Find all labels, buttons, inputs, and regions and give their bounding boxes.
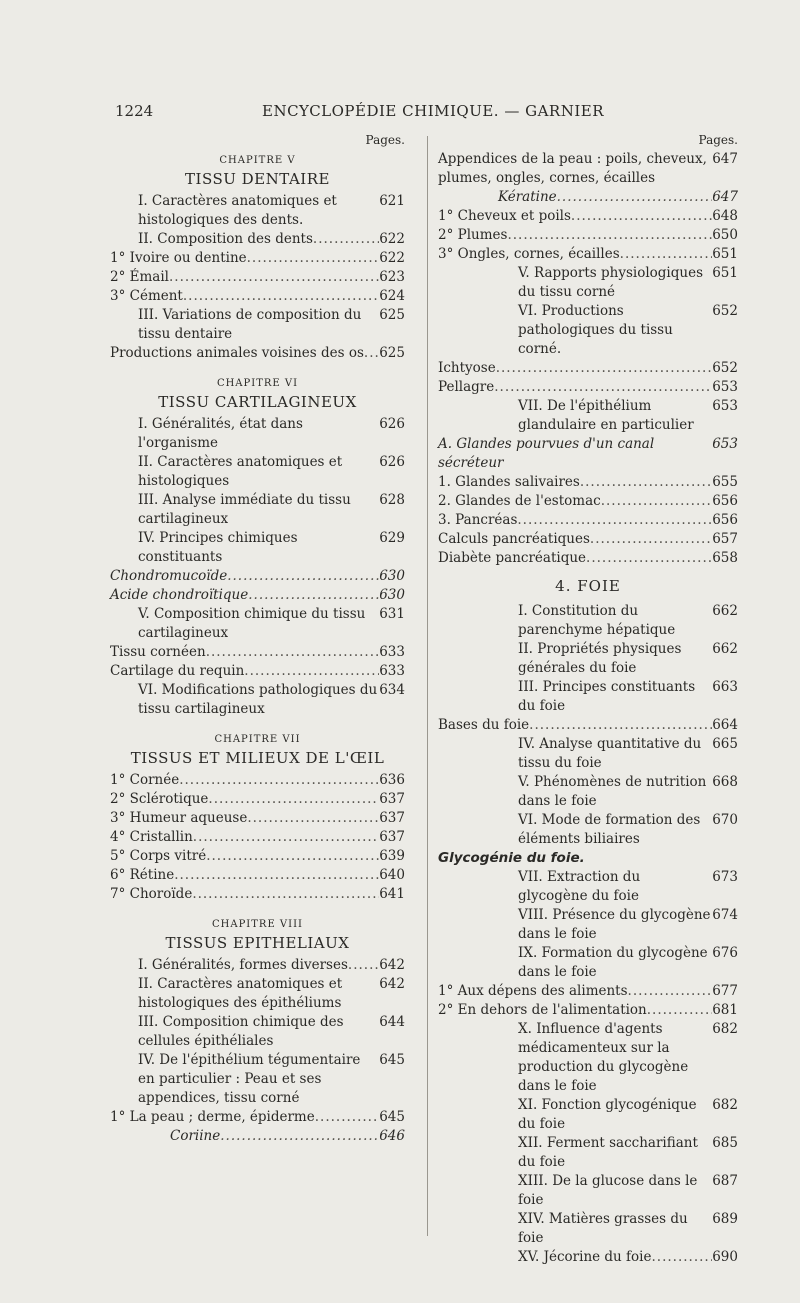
toc-entry-text: 1° Cornée xyxy=(110,772,180,788)
toc-entry xyxy=(110,567,405,586)
toc-entry xyxy=(110,230,405,249)
toc-entry-text: IV. Analyse quantitative du tissu du foie xyxy=(518,736,702,771)
toc-page-number: 630 xyxy=(379,568,405,584)
toc-entry-text: Bases du foie xyxy=(438,717,530,733)
toc-entry-text: 2° Émail xyxy=(110,269,169,285)
chapter-label: CHAPITRE V xyxy=(219,155,296,166)
toc-entry xyxy=(110,681,405,719)
toc-entry xyxy=(438,716,738,735)
toc-entry xyxy=(110,643,405,662)
toc-entry-text: II. Propriétés physiques générales du foie xyxy=(518,641,682,676)
chapter-label: CHAPITRE VIII xyxy=(211,919,304,930)
toc-page-number: 629 xyxy=(379,530,405,546)
toc-entry-text: A. Glandes pourvues d'un canal sécréteur xyxy=(438,436,655,471)
toc-entry-text: X. Influence d'agents médicamenteux sur la production du glycogène dans le foie xyxy=(518,1021,689,1094)
toc-page-number: 668 xyxy=(712,774,738,790)
toc-page-number: 642 xyxy=(379,976,405,992)
toc-entry xyxy=(110,287,405,306)
toc-page-number: 637 xyxy=(379,791,405,807)
toc-page-number: 636 xyxy=(379,772,405,788)
leader-dots xyxy=(580,473,712,492)
toc-entry xyxy=(110,828,405,847)
toc-entry-text: IX. Formation du glycogène dans le foie xyxy=(518,945,708,980)
toc-entry-text: VI. Mode de formation des éléments biliaires xyxy=(518,812,701,847)
toc-page-number: 628 xyxy=(379,492,405,508)
toc-entry-text: 3° Cément xyxy=(110,288,183,304)
toc-page-number: 689 xyxy=(712,1211,738,1227)
toc-entry-text: III. Composition chimique des cellules épithéliales xyxy=(138,1014,344,1049)
toc-entry-text: XIV. Matières grasses du foie xyxy=(518,1211,688,1246)
toc-page-number: 682 xyxy=(712,1021,738,1037)
leader-dots xyxy=(601,492,712,511)
toc-entry xyxy=(110,453,405,491)
toc-page-number: 622 xyxy=(379,250,405,266)
leader-dots xyxy=(220,1127,379,1146)
toc-page-number: 626 xyxy=(379,454,405,470)
toc-entry-text: IV. Principes chimiques constituants xyxy=(138,530,298,565)
toc-entry xyxy=(110,268,405,287)
pages-label: Pages. xyxy=(365,133,405,147)
toc-entry-text: 1° Ivoire ou dentine xyxy=(110,250,247,266)
toc-entry xyxy=(438,378,738,397)
toc-entry xyxy=(110,306,405,344)
toc-page-number: 625 xyxy=(379,307,405,323)
leader-dots xyxy=(348,956,379,975)
leader-dots xyxy=(529,716,712,735)
toc-page-number: 633 xyxy=(379,663,405,679)
toc-page-number: 682 xyxy=(712,1097,738,1113)
toc-page-number: 674 xyxy=(712,907,738,923)
toc-entry-text: II. Composition des dents xyxy=(138,231,313,247)
toc-entry xyxy=(438,640,738,678)
toc-entry-text: 3° Humeur aqueuse xyxy=(110,810,248,826)
toc-entry xyxy=(110,586,405,605)
toc-entry-text: Diabète pancréatique xyxy=(438,550,587,566)
toc-entry xyxy=(438,207,738,226)
toc-entry-text: II. Caractères anatomiques et histologiques xyxy=(138,454,343,489)
toc-entry xyxy=(438,811,738,849)
toc-entry xyxy=(438,1001,738,1020)
toc-entry xyxy=(110,1127,405,1146)
toc-entry xyxy=(438,435,738,473)
toc-page-number: 637 xyxy=(379,810,405,826)
leader-dots xyxy=(183,287,379,306)
toc-entry xyxy=(110,975,405,1013)
toc-entry xyxy=(438,302,738,359)
chapter-label: CHAPITRE VII xyxy=(214,734,301,745)
right-column xyxy=(438,132,738,1267)
toc-page-number: 630 xyxy=(379,587,405,603)
toc-page-number: 670 xyxy=(712,812,738,828)
toc-entry xyxy=(438,264,738,302)
chapter-title: TISSU DENTAIRE xyxy=(185,170,330,188)
leader-dots xyxy=(193,828,379,847)
leader-dots xyxy=(557,188,712,207)
toc-page-number: 651 xyxy=(712,265,738,281)
toc-page-number: 623 xyxy=(379,269,405,285)
toc-entry xyxy=(438,397,738,435)
toc-entry xyxy=(110,809,405,828)
leader-dots xyxy=(179,771,379,790)
toc-entry xyxy=(438,188,738,207)
pages-label: Pages. xyxy=(698,133,738,147)
leader-dots xyxy=(247,809,379,828)
toc-entry-text: 1° La peau ; derme, épiderme xyxy=(110,1109,315,1125)
toc-entry-text: Calculs pancréatiques xyxy=(438,531,590,547)
toc-entry-text: 3. Pancréas xyxy=(438,512,518,528)
toc-entry-text: Appendices de la peau : poils, cheveux, plumes, ongles, cornes, écailles xyxy=(438,151,707,186)
leader-dots xyxy=(174,866,379,885)
toc-entry-text: I. Généralités, état dans l'organisme xyxy=(138,416,303,451)
toc-page-number: 658 xyxy=(712,550,738,566)
toc-entry-text: 4° Cristallin xyxy=(110,829,193,845)
toc-entry xyxy=(438,226,738,245)
toc-entry xyxy=(110,1013,405,1051)
toc-entry-text: IV. De l'épithélium tégumentaire en particulier : Peau et ses appendices, tissu corné xyxy=(138,1052,361,1106)
toc-entry xyxy=(438,150,738,188)
leader-dots xyxy=(206,643,379,662)
toc-page-number: 662 xyxy=(712,603,738,619)
running-title: ENCYCLOPÉDIE CHIMIQUE. — GARNIER xyxy=(262,102,605,120)
toc-entry xyxy=(110,790,405,809)
toc-page-number: 637 xyxy=(379,829,405,845)
toc-entry-text: VI. Modifications pathologiques du tissu cartilagineux xyxy=(138,682,378,717)
toc-entry-text: 1° Aux dépens des aliments xyxy=(438,983,628,999)
leader-dots xyxy=(647,1001,712,1020)
chapter-label: CHAPITRE VI xyxy=(216,378,299,389)
toc-entry xyxy=(110,1108,405,1127)
toc-page-number: 644 xyxy=(379,1014,405,1030)
toc-entry xyxy=(438,359,738,378)
toc-entry xyxy=(438,906,738,944)
bold-heading: Glycogénie du foie. xyxy=(438,850,585,866)
toc-entry-text: 1° Cheveux et poils xyxy=(438,208,571,224)
toc-entry-text: II. Caractères anatomiques et histologiques des épithéliums xyxy=(138,976,343,1011)
toc-entry xyxy=(438,492,738,511)
toc-entry xyxy=(110,605,405,643)
leader-dots xyxy=(620,245,712,264)
toc-page-number: 647 xyxy=(712,189,738,205)
toc-page-number: 652 xyxy=(712,360,738,376)
leader-dots xyxy=(494,378,712,397)
toc-entry xyxy=(110,415,405,453)
toc-entry-text: Cartilage du requin xyxy=(110,663,245,679)
toc-entry-text: XI. Fonction glycogénique du foie xyxy=(518,1097,697,1132)
left-column xyxy=(110,132,405,1146)
toc-page-number: 642 xyxy=(379,957,405,973)
toc-entry-text: Acide chondroïtique xyxy=(110,587,249,603)
toc-page-number: 656 xyxy=(712,493,738,509)
toc-entry-text: Ichtyose xyxy=(438,360,496,376)
leader-dots xyxy=(586,549,712,568)
toc-entry-text: Chondromucoïde xyxy=(110,568,228,584)
toc-page-number: 631 xyxy=(379,606,405,622)
toc-entry-text: Kératine xyxy=(498,189,557,205)
toc-entry-text: Productions animales voisines des os xyxy=(110,345,364,361)
toc-entry-text: Pellagre xyxy=(438,379,495,395)
toc-page-number: 673 xyxy=(712,869,738,885)
toc-entry-text: 3° Ongles, cornes, écailles xyxy=(438,246,620,262)
toc-entry-text: XIII. De la glucose dans le foie xyxy=(518,1173,698,1208)
toc-page-number: 622 xyxy=(379,231,405,247)
toc-entry xyxy=(438,1134,738,1172)
leader-dots xyxy=(364,344,379,363)
toc-entry-text: Tissu cornéen xyxy=(110,644,206,660)
toc-entry xyxy=(438,530,738,549)
chapter-title: TISSUS EPITHELIAUX xyxy=(165,934,350,952)
toc-entry xyxy=(110,866,405,885)
toc-entry-text: 1. Glandes salivaires xyxy=(438,474,580,490)
toc-entry xyxy=(438,1248,738,1267)
toc-entry xyxy=(110,491,405,529)
toc-entry xyxy=(110,192,405,230)
toc-page-number: 650 xyxy=(712,227,738,243)
leader-dots xyxy=(247,249,379,268)
toc-page-number: 664 xyxy=(712,717,738,733)
toc-entry-text: 2° En dehors de l'alimentation xyxy=(438,1002,647,1018)
toc-entry xyxy=(438,473,738,492)
toc-entry xyxy=(438,1210,738,1248)
leader-dots xyxy=(517,511,712,530)
leader-dots xyxy=(651,1248,712,1267)
leader-dots xyxy=(206,847,379,866)
leader-dots xyxy=(192,885,379,904)
toc-page-number: 665 xyxy=(712,736,738,752)
toc-page-number: 634 xyxy=(379,682,405,698)
toc-entry xyxy=(438,1096,738,1134)
toc-page-number: 690 xyxy=(712,1249,738,1265)
toc-entry-text: V. Rapports physiologiques du tissu corné xyxy=(518,265,703,300)
toc-page-number: 641 xyxy=(379,886,405,902)
toc-entry-text: III. Variations de composition du tissu dentaire xyxy=(138,307,362,342)
page-number: 1224 xyxy=(115,102,154,120)
toc-entry xyxy=(438,511,738,530)
toc-entry-text: 2° Sclérotique xyxy=(110,791,209,807)
toc-entry xyxy=(438,602,738,640)
toc-page-number: 681 xyxy=(712,1002,738,1018)
leader-dots xyxy=(169,268,379,287)
toc-entry-text: V. Phénomènes de nutrition dans le foie xyxy=(518,774,707,809)
toc-page-number: 677 xyxy=(712,983,738,999)
toc-page-number: 687 xyxy=(712,1173,738,1189)
toc-page-number: 656 xyxy=(712,512,738,528)
toc-page-number: 639 xyxy=(379,848,405,864)
toc-page-number: 645 xyxy=(379,1052,405,1068)
toc-entry-text: VI. Productions pathologiques du tissu corné. xyxy=(518,303,673,357)
toc-page-number: 640 xyxy=(379,867,405,883)
leader-dots xyxy=(313,230,379,249)
toc-page-number: 653 xyxy=(712,379,738,395)
toc-entry-text: I. Généralités, formes diverses xyxy=(138,957,348,973)
toc-entry xyxy=(438,773,738,811)
toc-entry-text: V. Composition chimique du tissu cartilagineux xyxy=(138,606,366,641)
toc-entry xyxy=(110,885,405,904)
toc-entry-text: I. Caractères anatomiques et histologiques des dents. xyxy=(138,193,337,228)
toc-page-number: 651 xyxy=(712,246,738,262)
toc-entry xyxy=(110,956,405,975)
section-title: 4. FOIE xyxy=(555,577,621,595)
toc-entry xyxy=(438,549,738,568)
chapter-title: TISSU CARTILAGINEUX xyxy=(158,393,357,411)
toc-entry-text: Coriine xyxy=(170,1128,221,1144)
leader-dots xyxy=(227,567,379,586)
toc-entry-text: I. Constitution du parenchyme hépatique xyxy=(518,603,676,638)
leader-dots xyxy=(208,790,379,809)
toc-entry-text: VII. De l'épithélium glandulaire en particulier xyxy=(518,398,694,433)
toc-page-number: 646 xyxy=(379,1128,405,1144)
toc-entry xyxy=(438,982,738,1001)
leader-dots xyxy=(315,1108,379,1127)
toc-entry-text: VII. Extraction du glycogène du foie xyxy=(518,869,641,904)
leader-dots xyxy=(590,530,712,549)
toc-page-number: 663 xyxy=(712,679,738,695)
chapter-title: TISSUS ET MILIEUX DE L'ŒIL xyxy=(130,749,385,767)
toc-entry-text: III. Analyse immédiate du tissu cartilagineux xyxy=(138,492,351,527)
toc-page-number: 647 xyxy=(712,151,738,167)
leader-dots xyxy=(496,359,712,378)
toc-entry xyxy=(438,944,738,982)
toc-entry-text: VIII. Présence du glycogène dans le foie xyxy=(518,907,711,942)
toc-entry-text: XV. Jécorine du foie xyxy=(518,1249,652,1265)
toc-page-number: 653 xyxy=(712,436,738,452)
toc-page-number: 621 xyxy=(379,193,405,209)
toc-entry-text: III. Principes constituants du foie xyxy=(518,679,696,714)
toc-entry xyxy=(110,249,405,268)
toc-page-number: 633 xyxy=(379,644,405,660)
leader-dots xyxy=(628,982,712,1001)
toc-page-number: 625 xyxy=(379,345,405,361)
toc-entry xyxy=(110,847,405,866)
toc-entry xyxy=(438,735,738,773)
leader-dots xyxy=(244,662,379,681)
toc-entry xyxy=(438,868,738,906)
toc-entry xyxy=(110,529,405,567)
toc-entry-text: 6° Rétine xyxy=(110,867,175,883)
toc-entry xyxy=(438,1020,738,1096)
page-header xyxy=(0,102,800,126)
toc-page-number: 652 xyxy=(712,303,738,319)
toc-page-number: 648 xyxy=(712,208,738,224)
toc-entry-text: 2. Glandes de l'estomac xyxy=(438,493,601,509)
toc-entry-text: XII. Ferment saccharifiant du foie xyxy=(518,1135,698,1170)
toc-entry xyxy=(110,771,405,790)
toc-entry xyxy=(110,1051,405,1108)
toc-page-number: 624 xyxy=(379,288,405,304)
leader-dots xyxy=(571,207,712,226)
column-divider xyxy=(427,136,428,1236)
toc-entry-text: 5° Corps vitré xyxy=(110,848,207,864)
toc-page-number: 626 xyxy=(379,416,405,432)
toc-entry xyxy=(438,678,738,716)
leader-dots xyxy=(248,586,379,605)
toc-entry xyxy=(438,245,738,264)
toc-entry xyxy=(110,662,405,681)
toc-entry-text: 2° Plumes xyxy=(438,227,508,243)
toc-entry xyxy=(438,1172,738,1210)
toc-page-number: 655 xyxy=(712,474,738,490)
toc-page-number: 662 xyxy=(712,641,738,657)
toc-page-number: 657 xyxy=(712,531,738,547)
toc-page-number: 645 xyxy=(379,1109,405,1125)
toc-entry xyxy=(110,344,405,363)
toc-entry-text: 7° Choroïde xyxy=(110,886,193,902)
toc-page-number: 653 xyxy=(712,398,738,414)
leader-dots xyxy=(507,226,712,245)
toc-page-number: 676 xyxy=(712,945,738,961)
toc-page-number: 685 xyxy=(712,1135,738,1151)
